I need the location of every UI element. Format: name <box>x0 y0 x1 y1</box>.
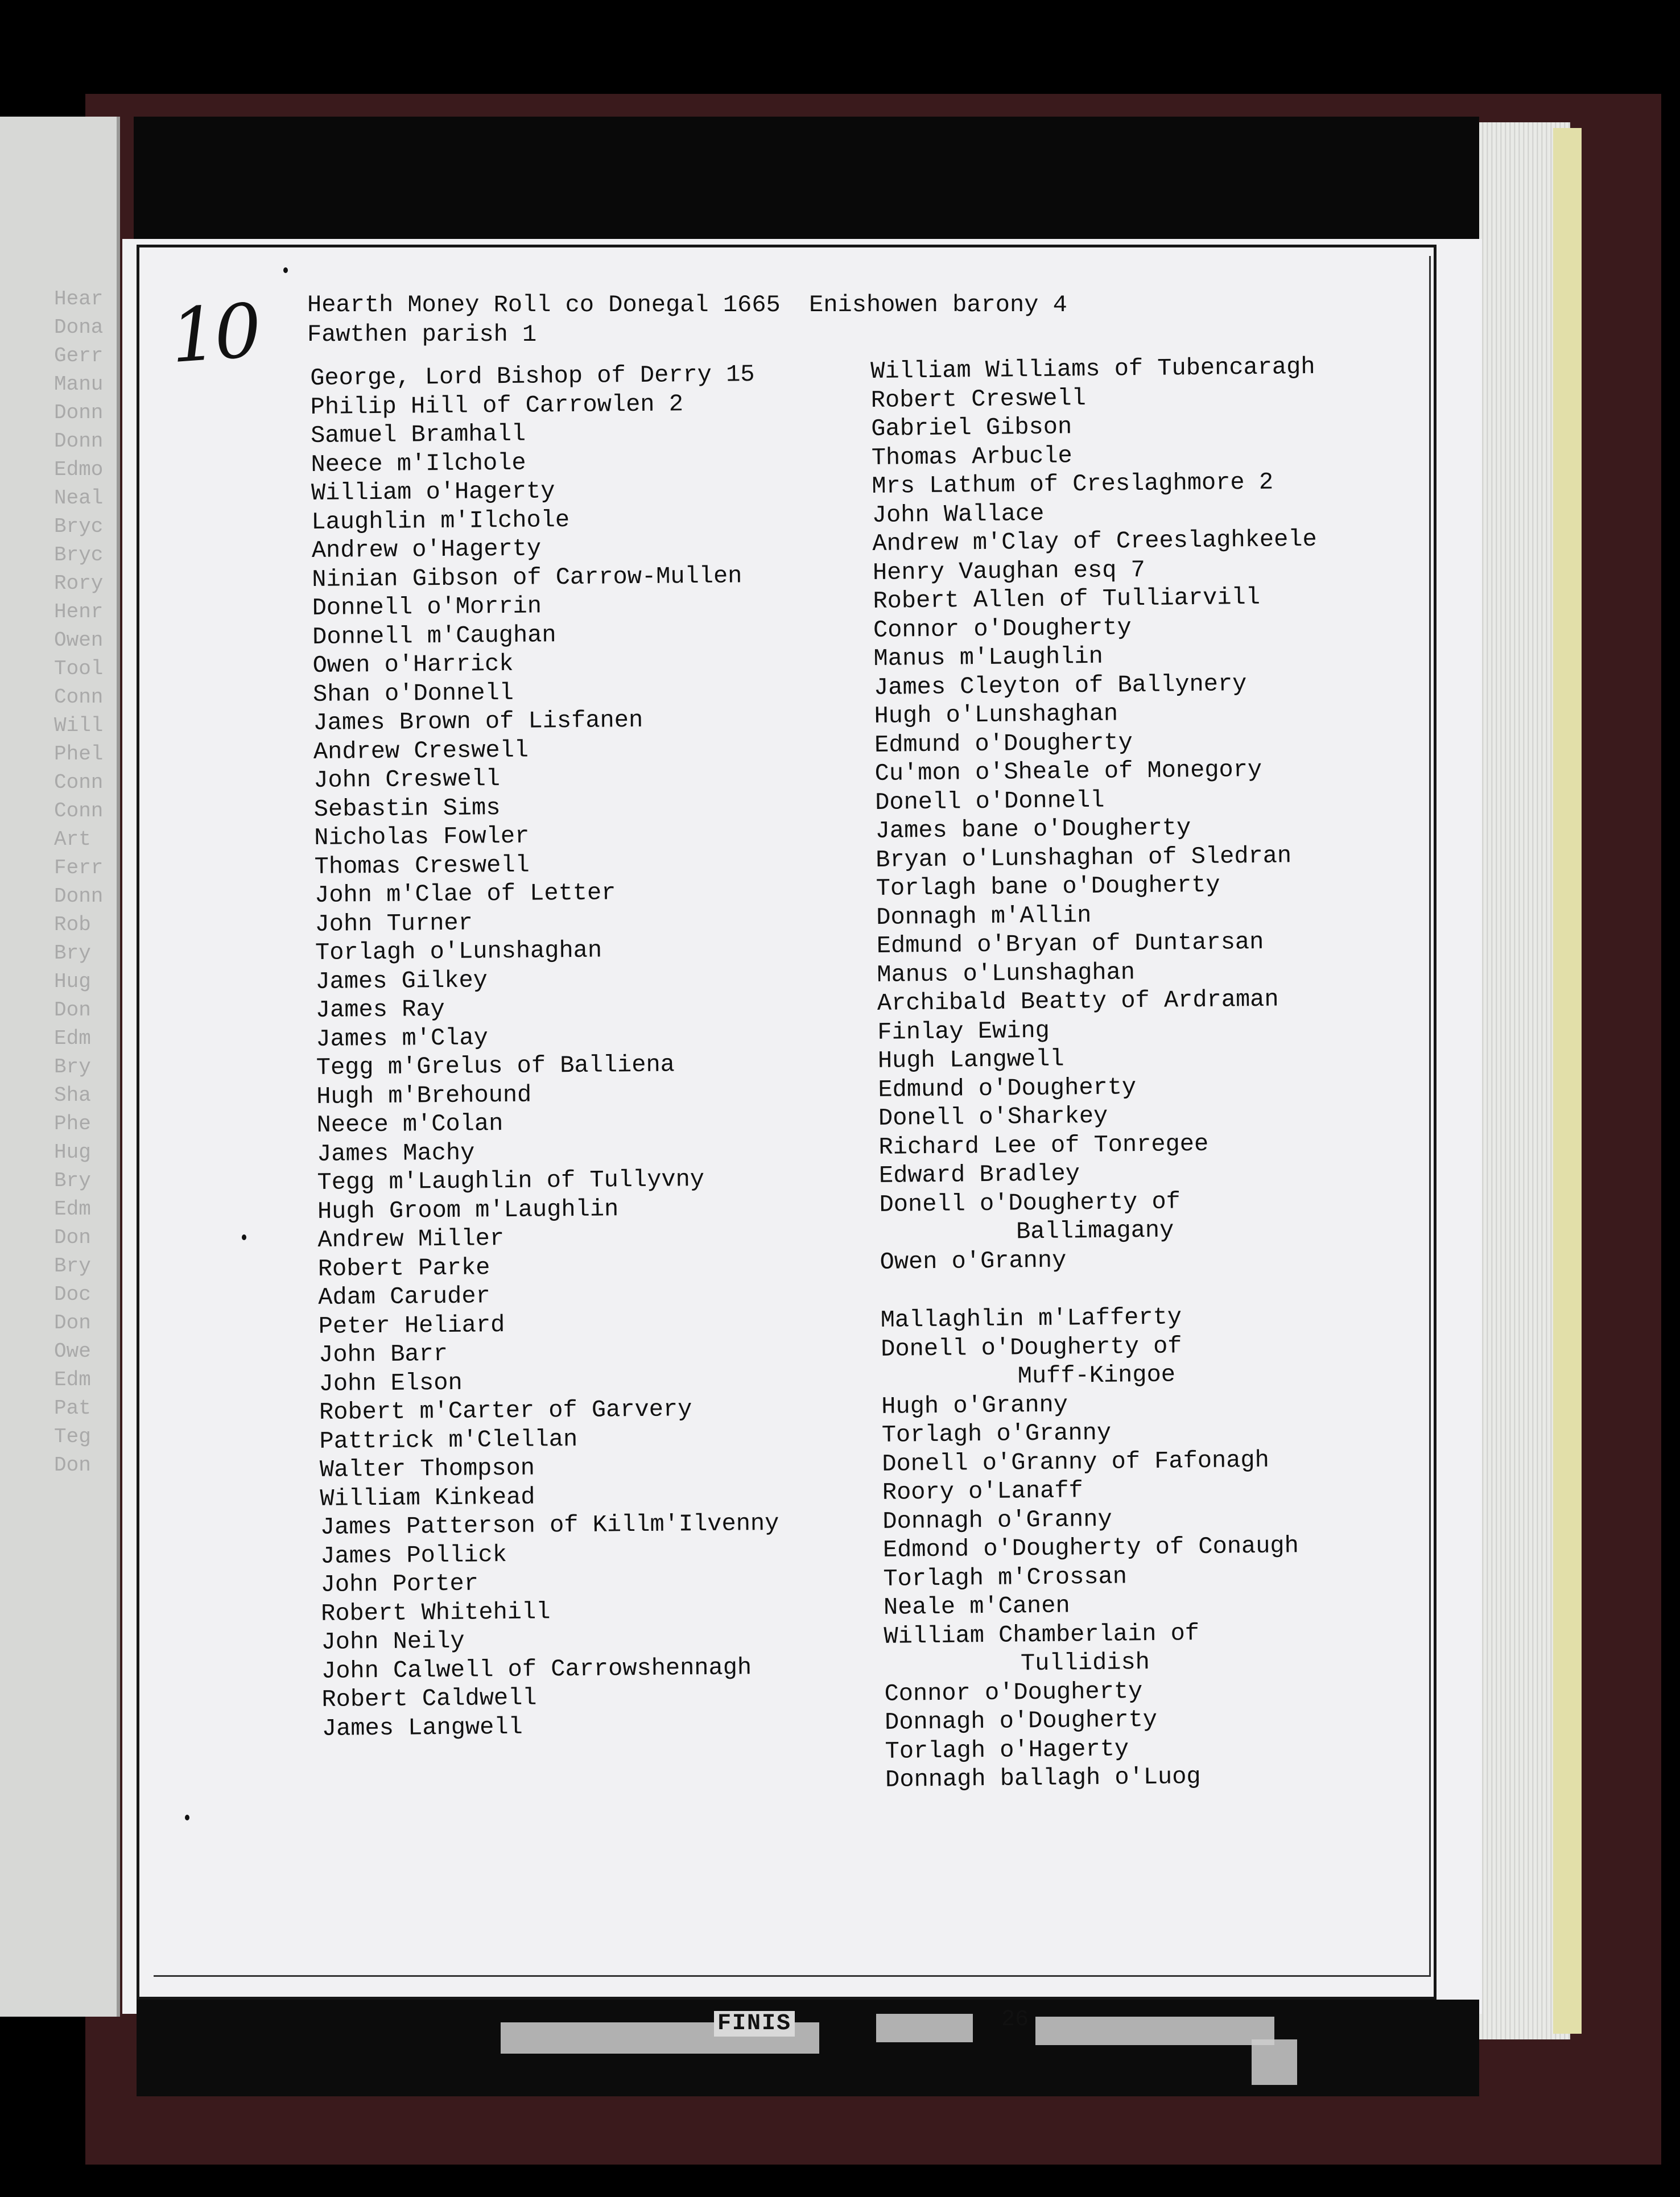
right-column-entry <box>874 668 1319 702</box>
entry-text: Tullidish <box>1020 1648 1150 1678</box>
left-column-entry: John Barr <box>318 1340 448 1369</box>
left-column-entry: Neece m'Colan <box>316 1110 503 1139</box>
right-column-entry <box>881 1387 1326 1421</box>
previous-page-text-fragment: Edm <box>54 1197 91 1221</box>
left-column-entry: James Langwell <box>321 1713 523 1742</box>
right-column-entry <box>873 583 1318 616</box>
right-column-entry <box>885 1761 1330 1795</box>
previous-page-text-fragment: Phel <box>54 742 104 766</box>
right-column-entry <box>885 1704 1330 1737</box>
right-column-entry <box>882 1445 1327 1479</box>
left-column-entry: Andrew o'Hagerty <box>311 535 542 564</box>
right-column-entry <box>883 1531 1328 1565</box>
previous-page-text-fragment: Tool <box>54 657 104 680</box>
entry-text: Connor o'Dougherty <box>884 1677 1143 1708</box>
left-column-entry: Robert Whitehill <box>320 1597 551 1628</box>
right-column-entry <box>876 870 1321 903</box>
entry-text: Donell o'Sharkey <box>878 1102 1108 1132</box>
entry-text: Owen o'Granny <box>880 1246 1067 1276</box>
left-column-entry: Robert Parke <box>317 1253 490 1283</box>
entry-text: Donnagh o'Dougherty <box>884 1705 1158 1736</box>
entry-text: James bane o'Dougherty <box>875 814 1191 845</box>
photocopy-top-shadow <box>134 117 1479 247</box>
previous-page-text-fragment: Doc <box>54 1283 91 1306</box>
entry-text: Edmund o'Dougherty <box>878 1073 1137 1104</box>
right-column-entry <box>877 927 1322 961</box>
entry-text: Torlagh o'Hagerty <box>885 1735 1129 1765</box>
right-column-entry <box>878 1128 1323 1162</box>
previous-page-text-fragment: Bryc <box>54 515 104 538</box>
right-column-entry <box>875 783 1320 817</box>
right-column-entry <box>873 611 1318 645</box>
ink-speck <box>242 1234 246 1240</box>
left-column-entry: Walter Thompson <box>319 1454 535 1484</box>
previous-page-text-fragment: Don <box>54 1226 91 1249</box>
previous-page-text-fragment: Bry <box>54 1169 91 1192</box>
left-column-entry: John Elson <box>319 1369 463 1398</box>
entry-text: Gabriel Gibson <box>871 413 1072 443</box>
entry-text: Ballimagany <box>1016 1216 1174 1246</box>
left-column-entry: Torlagh o'Lunshaghan <box>315 936 602 967</box>
left-name-column <box>310 360 781 1743</box>
entry-text: Thomas Arbucle <box>871 441 1072 472</box>
left-column-entry: Samuel Bramhall <box>310 420 526 449</box>
right-column-entry <box>874 755 1319 788</box>
document-heading <box>307 290 1067 349</box>
entry-text: James Cleyton of Ballynery <box>873 670 1247 701</box>
right-column-entry <box>876 898 1321 932</box>
previous-page-text-fragment: Donn <box>54 885 104 908</box>
right-column-entry <box>884 1646 1329 1680</box>
entry-text: Manus o'Lunshaghan <box>877 958 1136 989</box>
entry-text: Hugh Langwell <box>877 1045 1064 1075</box>
left-column-entry: Peter Heliard <box>318 1311 505 1340</box>
right-column-entry <box>878 1071 1323 1104</box>
left-column-entry: John Porter <box>320 1570 479 1599</box>
left-column-entry: Andrew Miller <box>317 1225 505 1254</box>
right-name-column <box>870 353 1330 1795</box>
entry-text: Roory o'Lanaff <box>882 1477 1083 1506</box>
entry-text: John Wallace <box>872 499 1045 529</box>
previous-page-text-fragment: Don <box>54 1311 91 1335</box>
left-column-entry: Shan o'Donnell <box>312 679 514 708</box>
right-column-entry <box>877 985 1322 1018</box>
entry-text: Archibald Beatty of Ardraman <box>877 985 1279 1017</box>
right-column-entry <box>884 1589 1328 1622</box>
previous-page-text-fragment: Neal <box>54 486 104 510</box>
left-column-entry: John Creswell <box>313 765 501 794</box>
right-column-entry <box>885 1732 1330 1766</box>
left-column-entry: John Calwell of Carrowshennagh <box>321 1653 752 1685</box>
entry-text: Robert Creswell <box>870 384 1087 414</box>
previous-page-text-fragment: Henr <box>54 600 104 623</box>
left-column-entry: Laughlin m'Ilchole <box>311 506 570 536</box>
left-column-entry: James Gilkey <box>315 966 488 996</box>
left-column-entry: Ninian Gibson of Carrow-Mullen <box>312 561 742 593</box>
previous-page-text-fragment: Will <box>54 714 104 737</box>
entry-text: Edward Bradley <box>878 1160 1080 1190</box>
left-column-entry: James Ray <box>315 995 445 1024</box>
previous-page-text-fragment: Conn <box>54 685 104 709</box>
left-column-entry: Robert m'Carter of Garvery <box>319 1395 692 1426</box>
previous-page-text-fragment: Edm <box>54 1027 91 1050</box>
right-column-entry <box>874 726 1319 759</box>
left-column-entry: Pattrick m'Clellan <box>319 1425 578 1455</box>
previous-page-text-fragment: Donn <box>54 430 104 453</box>
previous-page-text-fragment: Don <box>54 998 91 1022</box>
previous-page-text-fragment: Phe <box>54 1112 91 1135</box>
right-column-entry <box>877 1013 1322 1047</box>
left-column-entry: John Neily <box>321 1627 465 1656</box>
entry-text: Richard Lee of Tonregee <box>878 1130 1209 1161</box>
left-column-entry: Neece m'Ilchole <box>311 449 526 478</box>
right-column-entry <box>872 525 1317 559</box>
entry-text: William Williams of Tubencaragh <box>870 353 1315 385</box>
left-column-entry: Thomas Creswell <box>314 851 530 881</box>
entry-text: Torlagh m'Crossan <box>883 1562 1128 1593</box>
previous-page-text-fragment: Pat <box>54 1397 91 1420</box>
heading-line-1: Hearth Money Roll co Donegal 1665 Enishowen barony 4 <box>307 291 1067 319</box>
left-column-entry: John m'Clae of Letter <box>314 879 616 909</box>
previous-page-text-fragment: Ferr <box>54 856 104 879</box>
previous-page-text-fragment: Sha <box>54 1084 91 1107</box>
entry-text: Donell o'Donnell <box>874 786 1105 816</box>
previous-page-text-fragment: Art <box>54 828 91 851</box>
entry-text: Donnagh o'Granny <box>882 1505 1112 1535</box>
right-column-entry <box>872 439 1316 472</box>
left-column-entry: Andrew Creswell <box>313 736 529 766</box>
entry-text: Muff-Kingoe <box>1017 1361 1176 1390</box>
ink-speck <box>283 267 288 273</box>
finis-label: FINIS <box>714 2011 795 2037</box>
entry-text: Donnagh m'Allin <box>876 901 1092 931</box>
previous-page-edge <box>0 117 120 2017</box>
right-column-entry <box>883 1560 1328 1593</box>
left-column-entry: Hugh Groom m'Laughlin <box>317 1195 619 1225</box>
right-column-entry <box>881 1330 1326 1364</box>
left-column-entry: Hugh m'Brehound <box>316 1081 532 1110</box>
left-column-entry: John Turner <box>315 909 473 938</box>
right-column-entry <box>880 1302 1325 1335</box>
right-column-entry <box>882 1417 1327 1450</box>
left-column-entry: Philip Hill of Carrowlen 2 <box>310 390 684 421</box>
entry-text: Edmond o'Dougherty of Conaugh <box>882 1532 1299 1564</box>
ink-speck <box>185 1815 189 1820</box>
entry-text: Bryan o'Lunshaghan of Sledran <box>876 841 1292 874</box>
entry-text: Donell o'Dougherty of <box>879 1187 1181 1219</box>
entry-text: Torlagh bane o'Dougherty <box>876 871 1220 902</box>
right-column-entry <box>881 1359 1326 1393</box>
left-column-entry: Tegg m'Grelus of Balliena <box>316 1051 675 1081</box>
right-column-entry <box>873 640 1318 674</box>
entry-text: Donell o'Dougherty of <box>881 1332 1182 1363</box>
entry-text: Edmund o'Dougherty <box>874 728 1133 759</box>
heading-line-2: Fawthen parish 1 <box>307 321 537 348</box>
previous-page-text-fragment: Owen <box>54 629 104 652</box>
left-column-entry: Adam Caruder <box>318 1282 490 1311</box>
entry-text: Andrew m'Clay of Creeslaghkeele <box>872 525 1317 557</box>
left-column-entry: James m'Clay <box>316 1023 489 1053</box>
right-column-entry <box>882 1474 1327 1508</box>
entry-text: Henry Vaughan esq 7 <box>872 556 1146 587</box>
entry-text: Cu'mon o'Sheale of Monegory <box>874 755 1262 787</box>
previous-page-text-fragment: Gerr <box>54 344 104 367</box>
entry-text: Robert Allen of Tulliarvill <box>873 583 1261 615</box>
left-column-entry: Nicholas Fowler <box>314 822 530 852</box>
left-column-entry: Owen o'Harrick <box>312 650 514 679</box>
previous-page-text-fragment: Manu <box>54 373 104 396</box>
right-column-entry <box>873 554 1318 587</box>
entry-text: Hugh o'Granny <box>881 1390 1068 1420</box>
right-column-entry <box>872 468 1316 501</box>
footer-page-number: 26 <box>1001 2007 1029 2033</box>
previous-page-text-fragment: Teg <box>54 1425 91 1448</box>
entry-text: Donnagh ballagh o'Luog <box>885 1763 1201 1794</box>
right-column-entry <box>879 1157 1324 1191</box>
left-column-entry: Tegg m'Laughlin of Tullyvny <box>317 1166 705 1196</box>
right-column-entry <box>878 1100 1323 1133</box>
right-column-entry <box>877 956 1322 989</box>
previous-page-text-fragment: Bry <box>54 941 91 965</box>
handwritten-page-number: 10 <box>167 287 261 380</box>
previous-page-text-fragment: Edmo <box>54 458 104 481</box>
previous-page-text-fragment: Conn <box>54 771 104 794</box>
left-column-entry: William o'Hagerty <box>311 477 555 507</box>
entry-text: Hugh o'Lunshaghan <box>874 700 1118 730</box>
previous-page-text-fragment: Don <box>54 1453 91 1477</box>
right-column-entry <box>870 353 1315 386</box>
right-column-entry <box>872 496 1317 530</box>
torn-paper-scrap <box>876 2014 973 2042</box>
right-column-entry <box>879 1186 1324 1219</box>
left-column-entry: James Brown of Lisfanen <box>313 706 643 737</box>
previous-page-text-fragment: Bry <box>54 1055 91 1079</box>
torn-paper-scrap <box>1252 2039 1297 2085</box>
right-column-entry <box>875 812 1320 846</box>
previous-page-text-fragment: Dona <box>54 316 104 339</box>
previous-page-text-fragment: Conn <box>54 799 104 823</box>
entry-text: Manus m'Laughlin <box>873 642 1104 672</box>
right-column-entry <box>876 841 1320 874</box>
previous-page-text-fragment: Hear <box>54 287 104 311</box>
right-column-entry <box>880 1215 1324 1248</box>
yellow-page-edge <box>1553 128 1582 2034</box>
left-column-entry: James Pollick <box>320 1541 507 1570</box>
previous-page-text-fragment: Hug <box>54 1141 91 1164</box>
right-column-entry <box>884 1617 1328 1651</box>
entry-text: Edmund o'Bryan of Duntarsan <box>876 928 1264 960</box>
entry-text: Neale m'Canen <box>883 1592 1070 1621</box>
previous-page-text-fragment: Owe <box>54 1340 91 1363</box>
right-column-entry <box>884 1675 1329 1708</box>
entry-text: Mrs Lathum of Creslaghmore 2 <box>872 468 1274 500</box>
right-column-entry <box>874 697 1319 731</box>
entry-text: Finlay Ewing <box>877 1017 1050 1046</box>
previous-page-text-fragment: Hug <box>54 970 91 993</box>
right-column-entry <box>871 410 1316 444</box>
photocopy-bottom-noise <box>137 2000 1479 2096</box>
left-column-entry: Donnell m'Caughan <box>312 621 556 651</box>
previous-page-text-fragment: Rory <box>54 572 104 595</box>
right-column-entry <box>871 381 1316 415</box>
previous-page-text-fragment: Bry <box>54 1254 91 1278</box>
previous-page-text-fragment: Donn <box>54 401 104 424</box>
column-spacer <box>880 1272 1325 1306</box>
right-column-entry <box>878 1042 1323 1076</box>
entry-text: Mallaghlin m'Lafferty <box>880 1303 1182 1334</box>
previous-page-text-fragment: Edm <box>54 1368 91 1391</box>
previous-page-text-fragment: Rob <box>54 913 91 936</box>
left-column-entry: George, Lord Bishop of Derry 15 <box>310 361 755 392</box>
left-column-entry: Sebastin Sims <box>313 794 501 823</box>
left-column-entry: James Machy <box>316 1139 475 1168</box>
entry-text: Donell o'Granny of Fafonagh <box>882 1446 1270 1478</box>
entry-text: Torlagh o'Granny <box>881 1419 1112 1449</box>
left-column-entry: James Patterson of Killm'Ilvenny <box>320 1509 779 1541</box>
right-column-entry <box>882 1502 1327 1536</box>
previous-page-text-fragment: Bryc <box>54 543 104 567</box>
entry-text: William Chamberlain of <box>884 1619 1200 1650</box>
left-column-entry: Donnell o'Morrin <box>312 592 542 622</box>
left-column-entry: William Kinkead <box>320 1483 535 1513</box>
right-column-entry <box>880 1243 1324 1277</box>
left-column-entry: Robert Caldwell <box>321 1684 537 1713</box>
torn-paper-scrap <box>1035 2017 1274 2045</box>
entry-text: Connor o'Dougherty <box>873 613 1132 644</box>
